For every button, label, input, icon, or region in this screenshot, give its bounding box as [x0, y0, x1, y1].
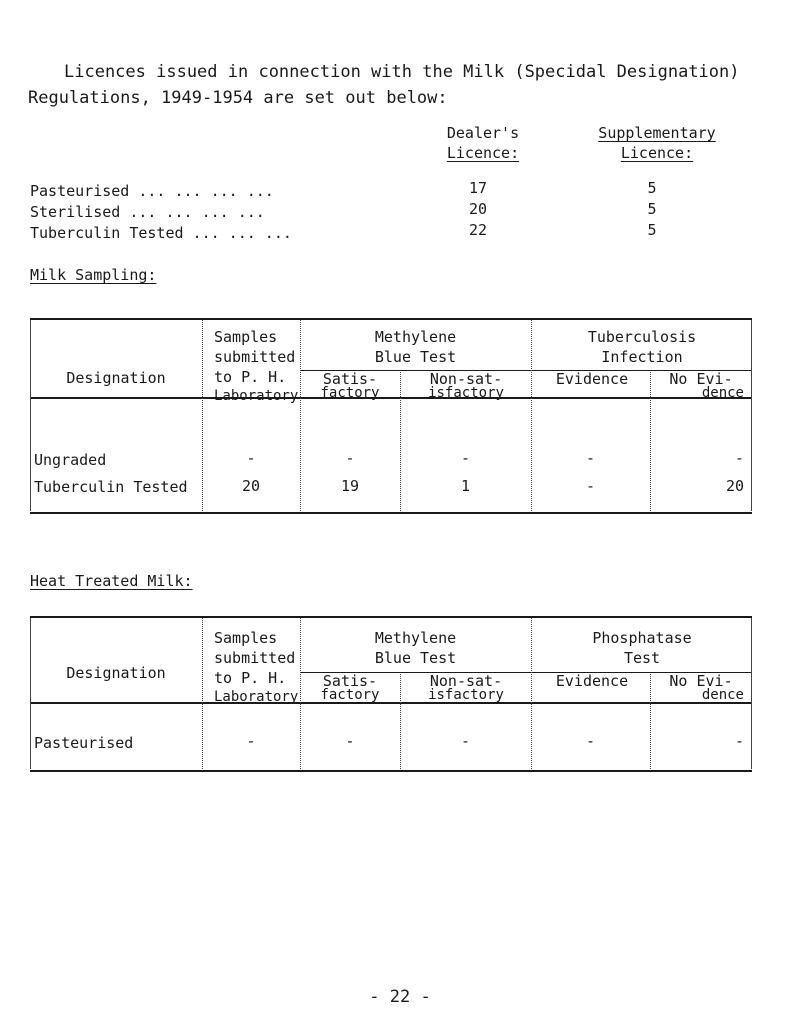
cell-non-satisfactory: 1: [460, 477, 471, 495]
col-satisfactory-1: Satis-: [322, 370, 378, 388]
page-number: - 22 -: [369, 987, 431, 1007]
cell-satisfactory: -: [345, 449, 355, 467]
cell-non-satisfactory: -: [460, 449, 471, 467]
licence-row-supplementary: 5: [647, 221, 657, 239]
supplementary-licence-header-2: Licence:: [620, 144, 694, 162]
col-samples-2: submitted: [214, 348, 296, 366]
cell-no-evidence: 20: [725, 477, 744, 495]
col-designation: Designation: [66, 369, 166, 387]
table-top-rule: [30, 318, 752, 320]
col-non-satisfactory-1: Non-sat-: [429, 370, 503, 388]
licence-row-label: Pasteurised ... ... ... ...: [30, 182, 274, 200]
col-methylene-2: Blue Test: [374, 348, 457, 366]
cell-designation: Ungraded: [34, 451, 107, 469]
licence-row-dealer: 20: [468, 200, 488, 218]
table-bottom-rule: [30, 512, 752, 514]
cell-designation: Pasteurised: [34, 734, 134, 752]
col-methylene-1: Methylene: [374, 328, 457, 346]
col-phosphatase-1: Phosphatase: [592, 629, 692, 647]
licence-row-supplementary: 5: [647, 179, 657, 197]
col-designation: Designation: [66, 664, 166, 682]
col-evidence: Evidence: [555, 672, 629, 690]
intro-line-2: Regulations, 1949-1954 are set out below:: [28, 88, 448, 108]
col-samples-3: to P. H.: [214, 368, 287, 386]
col-samples-1: Samples: [214, 629, 278, 647]
col-no-evidence-1: No Evi-: [669, 672, 733, 690]
col-satisfactory-2: factory: [320, 385, 380, 401]
col-samples-1: Samples: [214, 328, 278, 346]
col-samples-4: Laboratory: [214, 689, 299, 705]
cell-non-satisfactory: -: [460, 732, 471, 750]
col-samples-4: Laboratory: [214, 388, 299, 404]
col-no-evidence-2: dence: [701, 687, 744, 703]
col-samples-3: to P. H.: [214, 669, 287, 687]
col-samples-2: submitted: [214, 649, 296, 667]
col-non-satisfactory-1: Non-sat-: [429, 672, 503, 690]
col-non-satisfactory-2: isfactory: [428, 385, 504, 401]
cell-satisfactory: -: [345, 732, 355, 750]
cell-no-evidence: -: [734, 732, 744, 750]
dealer-licence-header-1: Dealer's: [446, 124, 520, 142]
table-top-rule: [30, 616, 752, 618]
licence-row-supplementary: 5: [647, 200, 657, 218]
cell-samples: 20: [241, 477, 261, 495]
col-tuberculosis-2: Infection: [601, 348, 683, 366]
milk-sampling-heading: Milk Sampling:: [30, 266, 157, 284]
col-tuberculosis-1: Tuberculosis: [587, 328, 697, 346]
col-satisfactory-2: factory: [320, 687, 380, 703]
table-bottom-rule: [30, 770, 752, 772]
cell-satisfactory: 19: [340, 477, 360, 495]
col-satisfactory-1: Satis-: [322, 672, 378, 690]
col-no-evidence-2: dence: [701, 385, 744, 401]
licence-row-dealer: 17: [468, 179, 488, 197]
cell-samples: -: [246, 449, 256, 467]
col-evidence: Evidence: [555, 370, 629, 388]
cell-no-evidence: -: [734, 449, 744, 467]
supplementary-licence-header-1: Supplementary: [598, 124, 716, 142]
cell-designation: Tuberculin Tested: [34, 478, 188, 496]
cell-samples: -: [246, 732, 256, 750]
col-methylene-1: Methylene: [374, 629, 457, 647]
col-non-satisfactory-2: isfactory: [428, 687, 504, 703]
licence-row-dealer: 22: [468, 221, 488, 239]
col-no-evidence-1: No Evi-: [669, 370, 733, 388]
dealer-licence-header-2: Licence:: [446, 144, 520, 162]
cell-evidence: -: [585, 477, 596, 495]
licence-row-label: Sterilised ... ... ... ...: [30, 203, 265, 221]
col-methylene-2: Blue Test: [374, 649, 457, 667]
cell-evidence: -: [585, 732, 596, 750]
intro-line-1: Licences issued in connection with the Milk (Specidal Designation): [64, 62, 740, 82]
licence-row-label: Tuberculin Tested ... ... ...: [30, 224, 292, 242]
col-phosphatase-2: Test: [623, 649, 661, 667]
heat-treated-heading: Heat Treated Milk:: [30, 572, 193, 590]
cell-evidence: -: [585, 449, 596, 467]
